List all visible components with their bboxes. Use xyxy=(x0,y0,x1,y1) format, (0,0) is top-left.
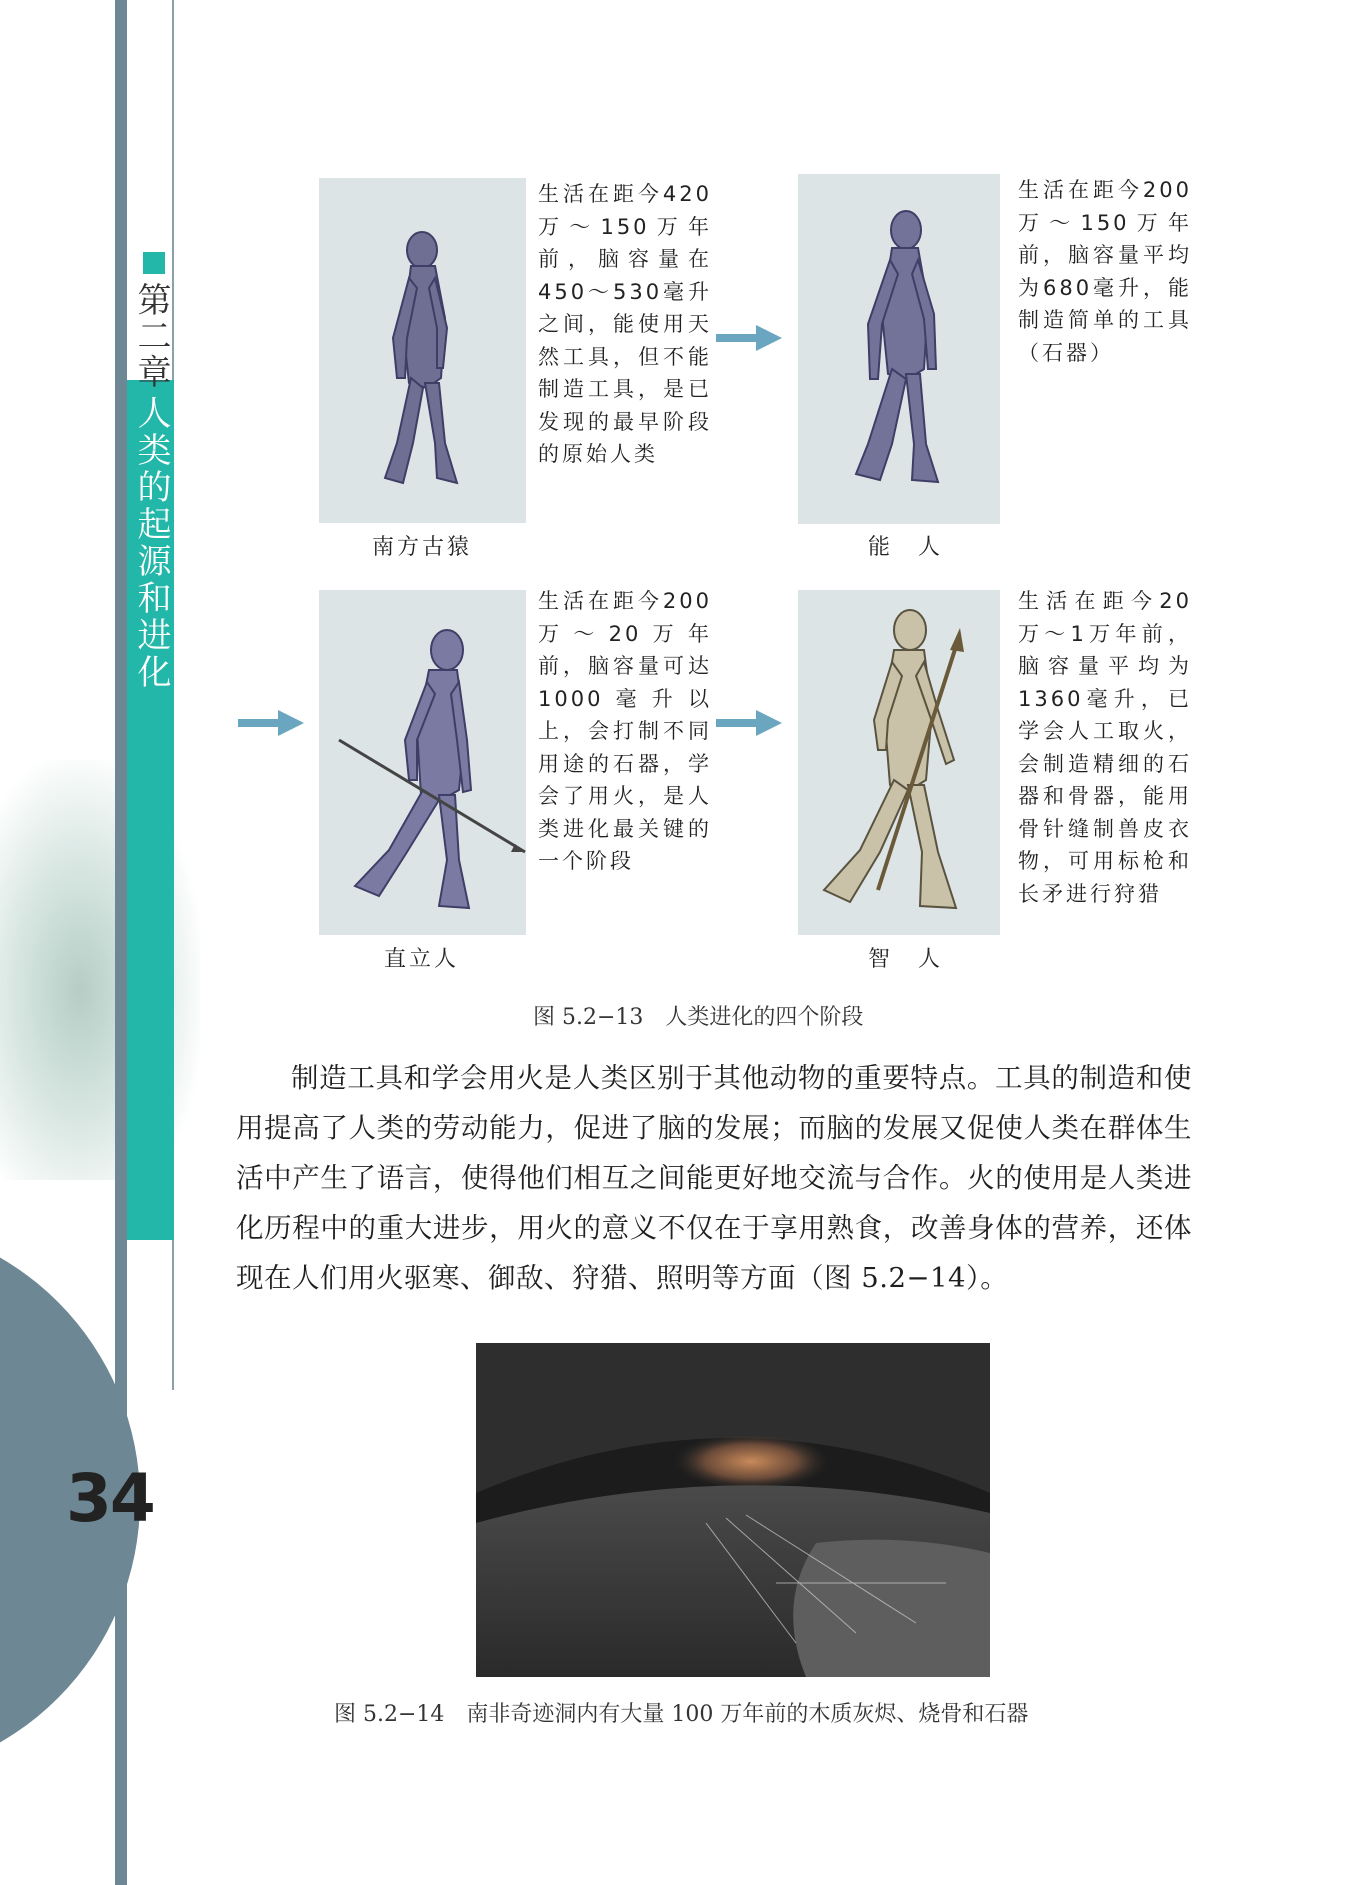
stage-image-australopithecus xyxy=(319,178,526,523)
figure-caption: 图 5.2−13 人类进化的四个阶段 xyxy=(533,1005,864,1030)
chapter-marker-square xyxy=(143,252,165,274)
stage-name: 能 人 xyxy=(868,535,944,560)
figure-caption: 图 5.2−14 南非奇迹洞内有大量 100 万年前的木质灰烬、烧骨和石器 xyxy=(334,1702,1029,1727)
arrow-right-icon xyxy=(238,708,304,738)
cave-photo xyxy=(476,1343,990,1677)
stage-name: 直立人 xyxy=(384,947,460,972)
stage-description: 生活在距今200万～20万年前，脑容量可达1000毫升以上，会打制不同用途的石器，学会了用火，是人类进化最关键的一个阶段 xyxy=(538,589,712,873)
arrow-right-icon xyxy=(716,323,782,353)
stage-image-homo-erectus xyxy=(319,590,526,935)
page-number: 34 xyxy=(66,1460,154,1537)
stage-name: 南方古猿 xyxy=(372,535,473,560)
homo-sapiens-figure xyxy=(798,590,1000,935)
homo-erectus-figure xyxy=(319,590,526,935)
stage-image-homo-habilis xyxy=(798,174,1000,524)
stage-name: 智 人 xyxy=(868,947,944,972)
homo-habilis-figure xyxy=(798,174,1000,524)
stage-description: 生活在距今20万～1万年前，脑容量平均为1360毫升，已学会人工取火，会制造精细的石器和骨器，能用骨针缝制兽皮衣物，可用标枪和长矛进行狩猎 xyxy=(1018,589,1192,906)
chapter-label: 第二章 xyxy=(131,282,171,390)
stage-description: 生活在距今200万～150万年前，脑容量平均为680毫升，能制造简单的工具（石器） xyxy=(1018,178,1192,365)
body-paragraph: 制造工具和学会用火是人类区别于其他动物的重要特点。工具的制造和使用提高了人类的劳动能力，促进了脑的发展；而脑的发展又促使人类在群体生活中产生了语言，使得他们相互之间能更好地交流与合作。火的使用是人类进化历程中的重大进步，用火的意义不仅在于享用熟食，改善身体的营养，还体现在人们用火驱寒、御敌、狩猎、照明等方面（图 5.2−14）。 xyxy=(236,1062,1192,1294)
chapter-band-extension xyxy=(127,710,174,1240)
australopithecus-figure xyxy=(319,178,526,523)
arrow-right-icon xyxy=(716,708,782,738)
chapter-title: 人类的起源和进化 xyxy=(131,395,171,691)
stage-description: 生活在距今420万～150万年前，脑容量在450～530毫升之间，能使用天然工具，但不能制造工具，是已发现的最早阶段的原始人类 xyxy=(538,182,712,466)
stage-image-homo-sapiens xyxy=(798,590,1000,935)
